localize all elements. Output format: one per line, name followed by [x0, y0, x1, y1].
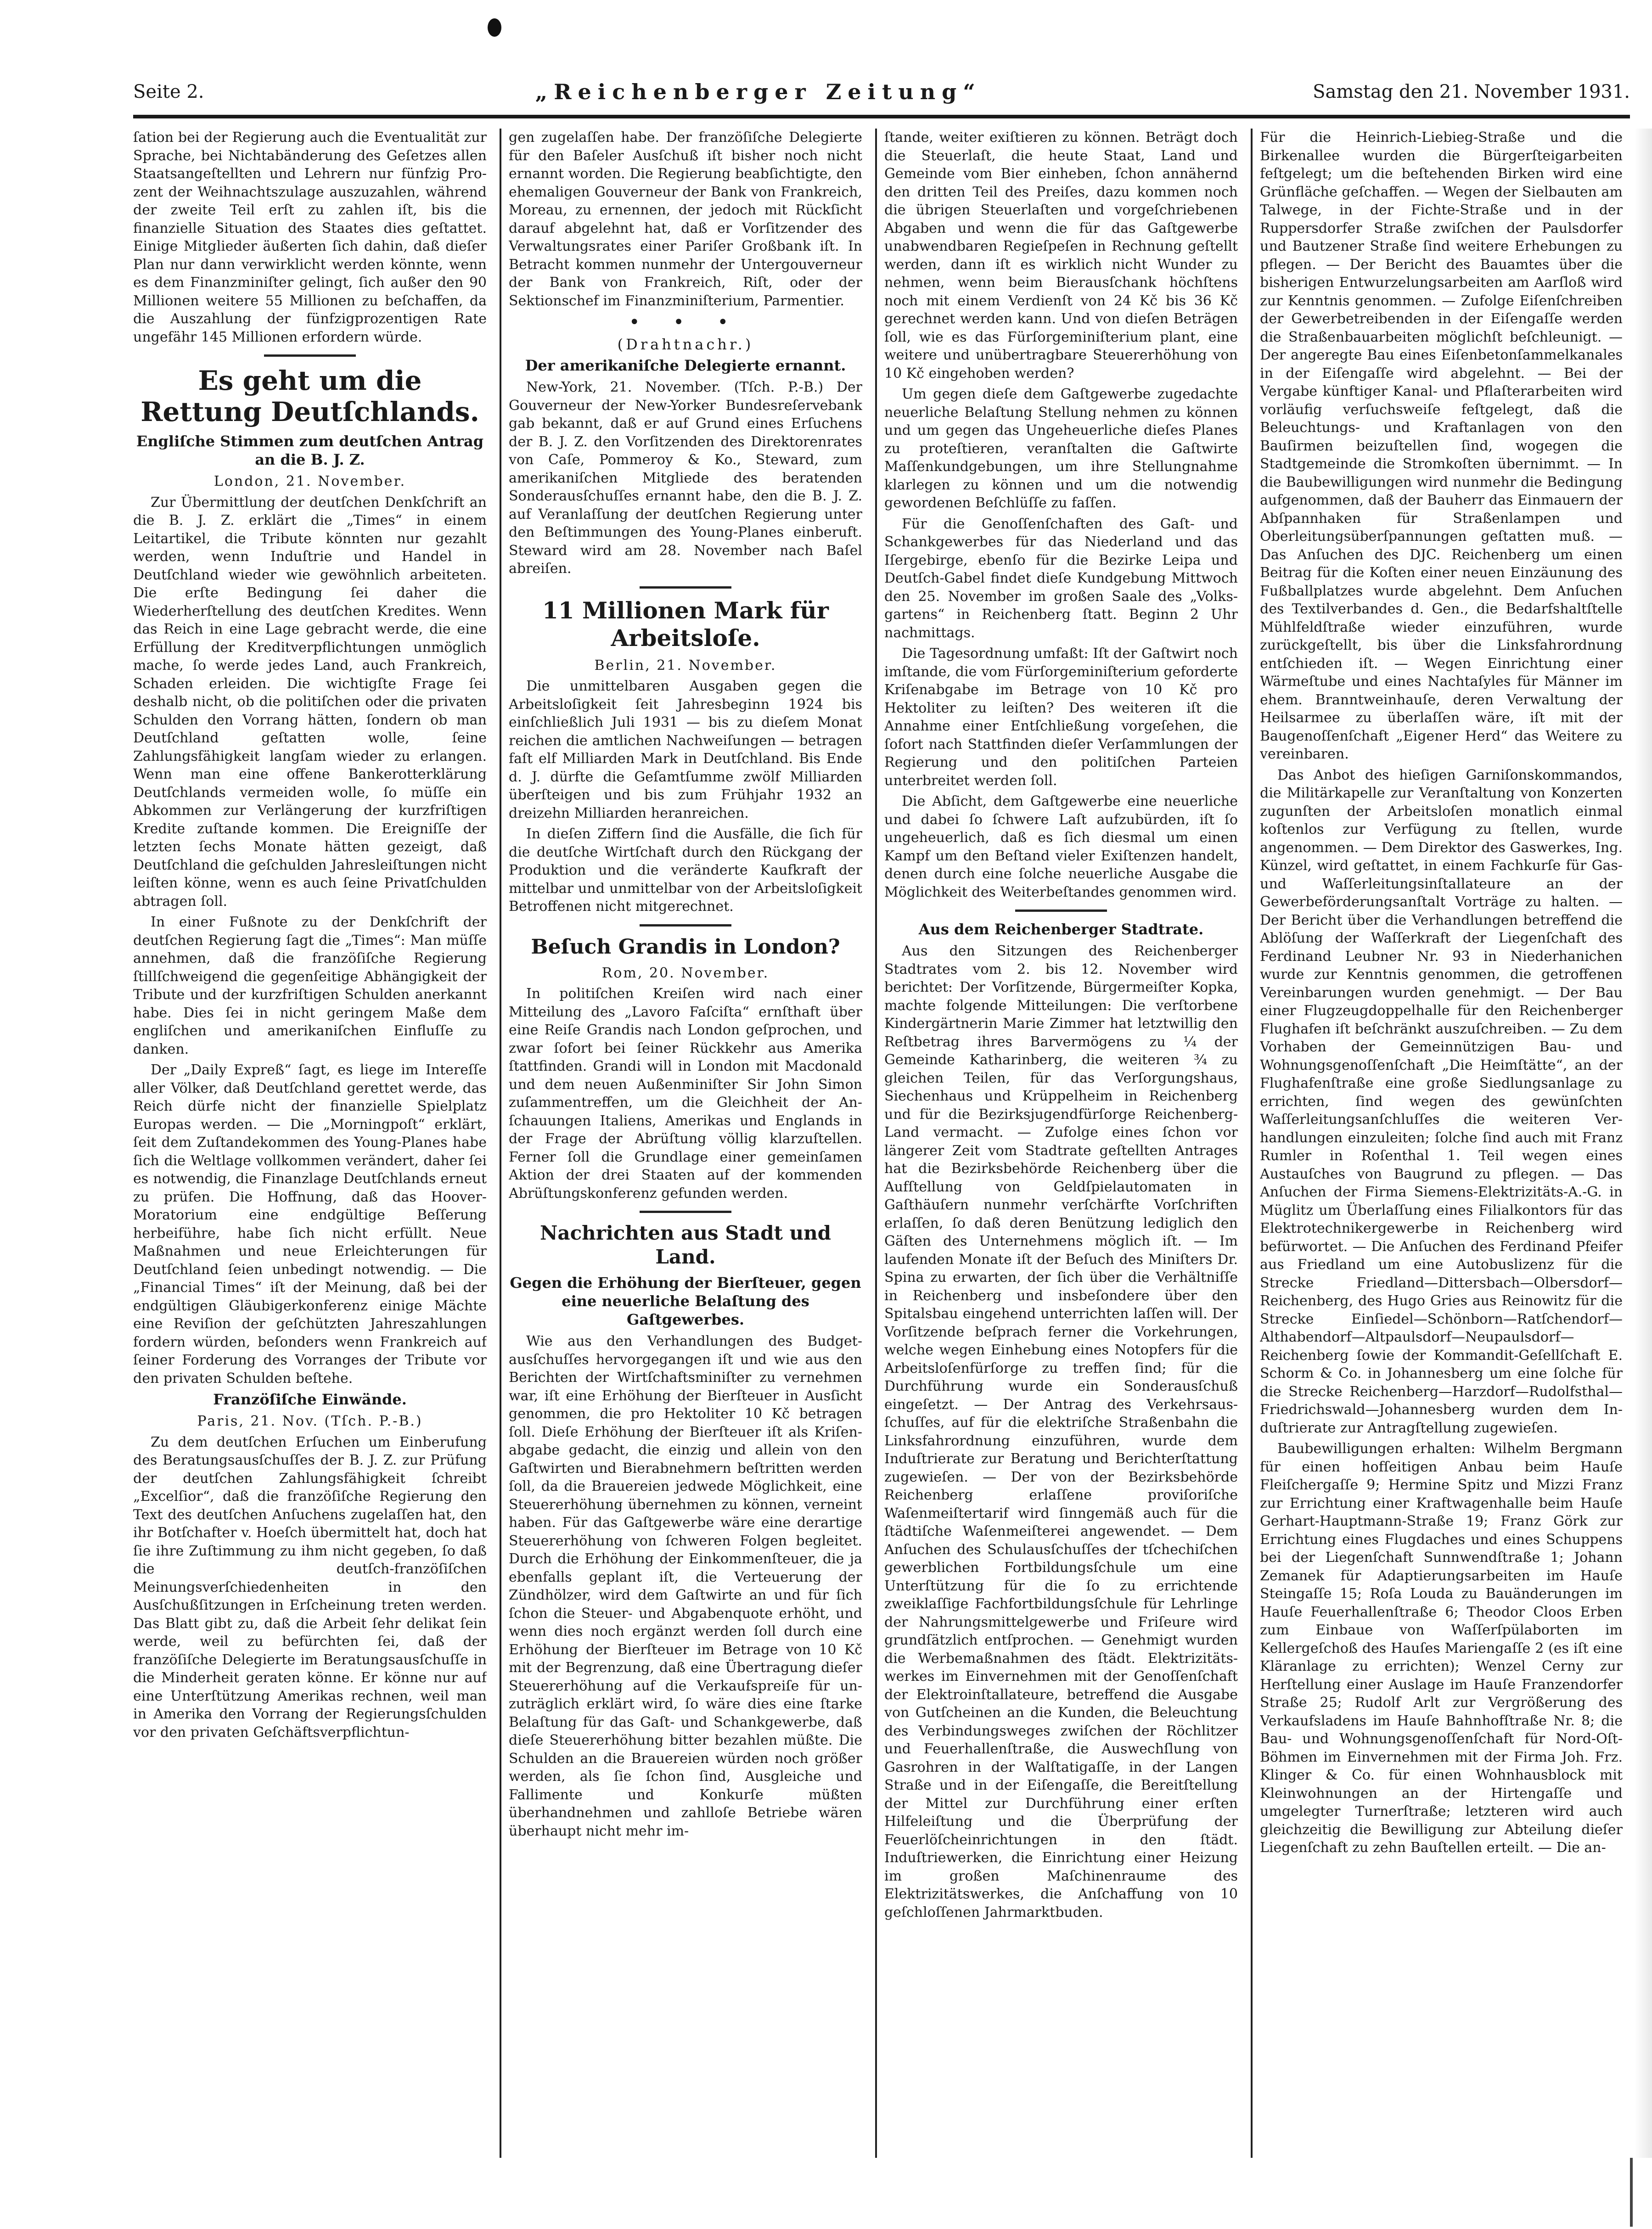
paragraph: In politiſchen Kreiſen wird nach einer Mitteilung des „Lavoro Faſciſta“ ernſthaft über eine Reiſe Grandis nach London geſprochen, und zwar ſofort bei ſeiner Rückkehr aus Amerika ſtattfinden. Grandi will in London mit Macdonald und dem neuen Außenminiſter Sir John Simon zuſammentreffen, um die Gleichheit der Anſchauungen Italiens, Amerikas und Englands in der Frage der Abrüſtung völlig klarzuſtellen. Ferner ſoll die Grundlage einer gemeinſamen Aktion der drei Staaten auf der kommenden Abrüſtungskonferenz gefunden werden.	[509, 986, 862, 1202]
paragraph: Baubewilligungen erhalten: Wilhelm Bergmann für einen hofſeitigen Anbau beim Hauſe Fleiſchergaſſe 9; Hermine Spitz und Mizzi Franz zur Errichtung einer Kraftwagenhalle beim Hauſe Gerhart-Hauptmann-Straße 19; Franz Görk zur Errichtung eines Flugdaches und eines Schuppens bei der Liegenſchaft Sunnwendſtraße 1; Johann Zemanek für Adaptierungsarbeiten im Hauſe Steingaſſe 15; Roſa Louda zu Bauänderungen im Hauſe Feuerhallenſtraße 6; Theodor Cloos Erben zum Einbaue von Waſſerſpülaborten im Kellergeſchoß des Hauſes Mariengaſſe 2 (es iſt eine Kläranlage zu errichten); Wenzel Cerny zur Herſtellung einer Auslage im Hauſe Franzendorfer Straße 25; Rudolf Arlt zur Vergrößerung des Verkaufsladens im Hauſe Bahnhofſtraße Nr. 8; die Bau- und Wohnungsgenoſſenſchaft für Nord-Oſt-Böhmen im Einvernehmen mit der Firma Joh. Frz. Klinger & Co. für einen Wohnhausblock mit Kleinwohnungen an der Hirtengaſſe und umgelegter Turnerſtraße; letzteren wird auch gleichzeitig die Bewilligung zur Abteilung dieſer Liegenſchaft zu zehn Bauſtellen erteilt. — Die an-	[1260, 1441, 1623, 1856]
headline: 11 Millionen Mark für Arbeitsloſe.	[542, 596, 829, 651]
paragraph: Die Abſicht, dem Gaſtgewerbe eine neuerliche und dabei ſo ſchwere Laſt aufzubürden, iſt ſo ungeheuerlich, daß es ſich diesmal um einen Kampf um den Beſtand vieler Exiſtenzen handelt, denen durch eine ſolche neuerliche Ausgabe die Möglichkeit des Weiterbeſtandes genommen wird.	[884, 793, 1238, 900]
separator	[640, 1211, 731, 1213]
paragraph: Um gegen dieſe dem Gaſtgewerbe zugedachte neuerliche Belaſtung Stellung nehmen zu können und um gegen das Ungeheuerliche dieſes Planes zu proteſtieren, veranſtalten die Gaſtwirte Maſſenkundgebungen, um ihre Stellungnahme klarlegen zu können und um die notwendig gewordenen Beſchlüſſe zu faſſen.	[884, 386, 1238, 511]
paragraph: Wie aus den Verhandlungen des Budgetausſchuſſes hervorgegangen iſt und wie aus den Berichten der Wirtſchaftsminiſter zu vernehmen war, iſt eine Erhöhung der Bierſteuer in Ausſicht genommen, die pro Hektoliter 10 Kč betragen ſoll. Dieſe Erhöhung der Bierſteuer iſt als Kriſenabgabe gedacht, die einzig und allein von den Gaſtwirten und Bierabnehmern beſtritten werden ſoll, da die Brauereien jedwede Möglichkeit, eine Steuererhöhung übernehmen zu können, verneint haben. Für das Gaſtgewerbe wäre eine derartige Steuererhöhung von ſchweren Folgen begleitet. Durch die Erhöhung der Einkommenſteuer, die ja ebenfalls geplant iſt, die Verteuerung der Zündhölzer, wird dem Gaſtwirte an und für ſich ſchon die Steuer- und Abgabenquote erhöht, und wenn dies noch ergänzt werden ſoll durch eine Erhöhung der Bierſteuer im Betrage von 10 Kč mit der Begrenzung, daß eine Übertragung dieſer Steuererhöhung auf die Verkaufspreiſe für unzuträglich erklärt wird, ſo wäre dies eine ſtarke Belaſtung für das Gaſt- und Schankgewerbe, daß dieſe Steuererhöhung bitter bezahlen müßte. Die Schulden an die Brauereien würden noch größer werden, als ſie ſchon ſind, Ausgleiche und Fallimente und Konkurſe müßten überhandnehmen und zahlloſe Betriebe wären überhaupt nicht mehr im-	[509, 1333, 862, 1839]
section-title: Franzöſiſche Einwände.	[213, 1391, 407, 1408]
separator	[264, 354, 356, 357]
paragraph: gen zugelaſſen habe. Der franzöſiſche Delegierte für den Baſeler Ausſchuß iſt bisher noch nicht ernannt worden. Die Regierung beabſichtigte, den ehemaligen Gouverneur der Bank von Frankreich, Moreau, zu ernennen, der jedoch mit Rückſicht darauf abgelehnt hat, daß er Vorſitzender des Verwaltungsrates einer Pariſer Großbank iſt. In Betracht kommen nunmehr der Untergouverneur der Bank von Frankreich, Riſt, oder der Sektionschef im Finanzminiſterium, Parmentier.	[509, 129, 862, 309]
ink-dot	[488, 18, 501, 37]
issue-date: Samstag den 21. November 1931.	[1313, 81, 1630, 102]
column-3	[884, 129, 1238, 2158]
headline: Nachrichten aus Stadt und Land.	[540, 1222, 831, 1268]
paragraph: ſtande, weiter exiſtieren zu können. Beträgt doch die Steuerlaſt, die heute Staat, Land und Gemeinde vom Bier einheben, ſchon annähernd den dritten Teil des Preiſes, dazu kommen noch die übrigen Steuerlaſten und vorgeſchriebenen Abgaben und wenn die für das Gaſtgewerbe unabwendbaren Regieſpeſen in Rechnung geſtellt werden, dann iſt es wirklich nicht Wunder zu nehmen, wenn beim Bierausſchank höchſtens noch mit einem Verdienſt von 24 Kč bis 36 Kč gerechnet werden kann. Und von dieſen Beträgen ſoll, wie es das Fürſorgeminiſterium plant, eine weitere und unübertragbare Steuererhöhung von 10 Kč eingehoben werden?	[884, 129, 1238, 382]
subheadline: Der amerikaniſche Delegierte ernannt.	[525, 357, 846, 374]
column-2	[509, 129, 862, 2158]
dots-separator: • • •	[629, 312, 742, 333]
paragraph: Für die Genoſſenſchaften des Gaſt- und Schankgewerbes für das Niederland und das Iſergebirge, ebenſo für die Bezirke Leipa und Deutſch-Gabel findet dieſe Kundgebung Mittwoch den 25. November im großen Saale des „Volksgartens“ in Reichenberg ſtatt. Beginn 2 Uhr nachmittags.	[884, 516, 1238, 641]
headline: Es geht um die Rettung Deutſchlands.	[140, 365, 479, 427]
header-rule	[133, 115, 1630, 118]
paragraph: In dieſen Ziffern ſind die Ausfälle, die ſich für die deutſche Wirtſchaft durch den Rückgang der Produktion und die veränderte Kaufkraft der mittelbar und unmittelbar von der Arbeitsloſigkeit Betroffenen nicht mitgerechnet.	[509, 826, 862, 915]
dateline: London, 21. November.	[214, 473, 406, 489]
paragraph: In einer Fußnote zu der Denkſchrift der deutſchen Regierung ſagt die „Times“: Man müſſe annehmen, daß die franzöſiſche Regierung ſtillſchweigend die gegenſeitige Abhängigkeit der Tribute und der kurzfriſtigen Schulden anerkannt habe. Dies ſei in nicht geringem Maße dem engliſchen und amerikaniſchen Einfluſſe zu danken.	[133, 914, 487, 1057]
paragraph: Das Anbot des hieſigen Garniſonskommandos, die Militärkapelle zur Veranſtaltung von Konzerten zugunſten der Arbeitsloſen monatlich einmal koſtenlos zur Verfügung zu ſtellen, wurde angenommen. — Dem Direktor des Gaswerkes, Ing. Künzel, wird geſtattet, in einem Fachkurſe für Gas- und Waſſerleitungsinſtallateure an der Gewerbeförderungsanſtalt Vorträge zu halten. — Der Bericht über die Verhandlungen betreffend die Ablöſung der Waſſerkraft der Liegenſchaft des Ferdinand Leubner Nr. 93 in Niederhanichen wurde zur Kenntnis genommen, die getroffenen Vereinbarungen wurden genehmigt. — Der Bau einer Flugzeugdoppelhalle für den Reichenberger Flughafen iſt beſchränkt auszuſchreiben. — Zu dem Vorhaben der Gemeinnützigen Bau- und Wohnungsgenoſſenſchaft „Die Heimſtätte“, an der Flughafenſtraße eine große Siedlungsanlage zu errichten, ſind wegen des gewünſchten Waſſerleitungsanſchluſſes die weiteren Verhandlungen einzuleiten; ſolche ſind auch mit Franz Rumler in Roſenthal 1. Teil wegen eines Austauſches von Baugrund zu pflegen. — Das Anſuchen der Firma Siemens-Elektrizitäts-A.-G. in Müglitz um Überlaſſung eines Filialkontors für das Elektrotechnikergewerbe in Reichenberg wird befürwortet. — Die Anſuchen des Ferdinand Pfeifer aus Friedland um eine Autobuslizenz für die Strecke Friedland—Dittersbach—Olbersdorf—Reichenberg, des Hugo Gries aus Reinowitz für die Strecke Einſiedel—Schönborn—Ratſchendorf—Althabendorf—Altpaulsdorf—Neupaulsdorf—Reichenberg ſowie der Kommandit-Geſellſchaft E. Schorm & Co. in Johannesberg um eine ſolche für die Strecke Reichenberg—Harzdorf—Rudolfsthal—Friedrichswald—Johannesberg wurden dem Induſtrierate zur Antragſtellung zugewieſen.	[1260, 767, 1623, 1436]
paragraph: Für die Heinrich-Liebieg-Straße und die Birkenallee wurden die Bürgerſteigarbeiten feſtgelegt; um die beſtehenden Birken wird eine Grünfläche geſchaffen. — Wegen der Sielbauten am Talwege, in der Fichte-Straße und in der Ruppersdorfer Straße zwiſchen der Paulsdorfer und Bautzener Straße ſind weitere Erhebungen zu pflegen. — Der Bericht des Bauamtes über die bisherigen Entwurzelungsarbeiten am Aarſloß wird zur Kenntnis genommen. — Zufolge Eiſenſchreiben der Gewerbetreibenden in der Eiſengaſſe werden die Straßenbauarbeiten möglichſt beſchleunigt. — Der angeregte Bau eines Eiſenbetonſammelkanales in der Eiſengaſſe wird abgelehnt. — Bei der Vergabe künftiger Kanal- und Pflaſterarbeiten wird vorläufig verſuchsweiſe feſtgelegt, daß die Beleuchtungs- und Kraftanlagen von den Bauſirmen beizuſtellen ſind, wogegen die Stadtgemeinde die Stromkoſten übernimmt. — In die Baubewilligungen wird nunmehr die Bedingung aufgenommen, daß der Bauherr das Einmauern der Abſpannhaken für Straßenlampen und Oberleitungsüberſpannungen geſtatten muß. — Das Anſuchen des DJC. Reichenberg um einen Beitrag für die Koſten einer neuen Einzäunung des Fußballplatzes wurde abgelehnt. Dem Anſuchen des Textilverbandes d. Gen., die Bedarfshaltſtelle Mühlfeldſtraße wieder einzuführen, wurde zurückgeſtellt, bis über die Linksfahrordnung entſchieden iſt. — Wegen Einrichtung einer Wärmeſtube und eines Nachtaſyles für Männer im ehem. Branntweinhauſe, deren Verwaltung der Heilsarmee zu überlaſſen wäre, iſt mit der Baugenoſſenſchaft „Eigener Herd“ das Weitere zu vereinbaren.	[1260, 129, 1623, 762]
subheadline: Gegen die Erhöhung der Bierſteuer, gegen eine neuerliche Belaſtung des Gaſtgewerbes.	[510, 1274, 861, 1328]
page-header	[133, 73, 1630, 110]
subheadline: Aus dem Reichenberger Stadtrate.	[918, 921, 1204, 938]
column-4	[1260, 129, 1623, 2158]
paragraph: Zu dem deutſchen Erſuchen um Einberufung des Beratungsausſchuſſes der B. J. Z. zur Prüfung der deutſchen Zahlungsfähigkeit ſchreibt „Excelſior“, daß die franzöſiſche Regierung den Text des deutſchen Anſuchens zugelaſſen hat, den ihr Botſchafter v. Hoeſch übermittelt hat, doch hat ſie ihre Zuſtimmung zu ihm nicht gegeben, ſo daß die deutſch-franzöſiſchen Meinungsverſchiedenheiten in den Ausſchußſitzungen in Erſcheinung treten werden. Das Blatt gibt zu, daß die Arbeit ſehr delikat ſein werde, weil zu befürchten ſei, daß der franzöſiſche Delegierte im Beratungsausſchuſſe in die Minderheit geraten könne. Er könne nur auf eine Unterſtützung Amerikas rechnen, weil man in Amerika den Vorrang der Regierungsſchulden vor den privaten Geſchäftsverpflichtun-	[133, 1434, 487, 1741]
dateline: Berlin, 21. November.	[594, 657, 777, 674]
separator	[1015, 910, 1107, 912]
separator	[640, 586, 731, 589]
wire-label: (Drahtnachr.)	[617, 335, 754, 353]
page-label: Seite 2.	[133, 81, 204, 102]
column-divider	[500, 129, 501, 2158]
paragraph: Der „Daily Expreß“ ſagt, es liege im Intereſſe aller Völker, daß Deutſchland gerettet werde, das Reich dürfe nicht der finanzielle Spielplatz Europas werden. — Die „Morningpoſt“ erklärt, ſeit dem Zuſtandekommen des Young-Planes habe ſich die Weltlage vollkommen verändert, daher ſei es notwendig, die Finanzlage Deutſchlands erneut zu prüfen. Die Hoffnung, daß das Hoover-Moratorium eine endgültige Beſſerung herbeiführe, habe ſich nicht erfüllt. Neue Maßnahmen und neue Erleichterungen für Deutſchland ſeien unbedingt notwendig. — Die „Financial Times“ iſt der Meinung, daß bei der endgültigen Gläubigerkonferenz einige Mächte eine Reviſion der geſchützten Jahreszahlungen fordern würden, beſonders wenn Frankreich auf ſeiner Forderung des Vorranges der Tribute vor den privaten Schulden beſtehe.	[133, 1062, 487, 1387]
subheadline: Engliſche Stimmen zum deutſchen Antrag an die B. J. Z.	[136, 432, 484, 468]
paragraph: ſation bei der Regierung auch die Eventualität zur Sprache, bei Nichtabänderung des Geſetzes allen Staatsangeſtellten und Lehrern nur fünfzig Prozent der Weihnachtszulage auszuzahlen, während der zweite Teil erſt zu zahlen iſt, bis die finanzielle Situation des Staates dies geſtattet. Einige Mitglieder äußerten ſich dahin, daß dieſer Plan nur dann verwirklicht werden könnte, wenn es dem Finanzminiſter gelingt, ſich außer den 90 Millionen weitere 55 Millionen zu beſchaffen, da die Auszahlung der fünfzigprozentigen Rate ungefähr 145 Millionen erfordern würde.	[133, 129, 487, 345]
paragraph: Aus den Sitzungen des Reichenberger Stadtrates vom 2. bis 12. November wird berichtet: Der Vorſitzende, Bürgermeiſter Kopka, machte folgende Mitteilungen: Die verſtorbene Kindergärtnerin Marie Zimmer hat letztwillig den Reſtbetrag ihres Barvermögens zu ¼ der Gemeinde Katharinberg, die weiteren ¾ zu gleichen Teilen, für das Verſorgungshaus, Siechenhaus und Krüppelheim in Reichenberg und für die Bezirksjugendfürſorge ReichenbergLand vermacht. — Zufolge eines ſchon vor längerer Zeit vom Stadtrate geſtellten Antrages hat die Bezirksbehörde Reichenberg über die Aufſtellung von Geldſpielautomaten in Gaſthäuſern nunmehr verſchärfte Vorſchriften erlaſſen, ſo daß deren Benützung lediglich den Gäſten des Unternehmens möglich iſt. — Im laufenden Monate iſt der Beſuch des Miniſters Dr. Spina zu erwarten, der ſich über die Verhältniſſe in Reichenberg und insbeſondere über den Spitalsbau eingehend unterrichten laſſen will. Der Vorſitzende beſprach ferner die Vorkehrungen, welche wegen Einhebung eines Notopfers für die Arbeitsloſenfürſorge zu treffen ſind; für die Durchführung wurde ein Sonderausſchuß eingeſetzt. — Der Antrag des Verkehrsausſchuſſes, auf für die elektriſche Straßenbahn die Linksfahrordnung einzuführen, wurde dem Induſtrierate zur Beratung und Berichterſtattung zugewieſen. — Der von der Bezirksbehörde Reichenberg erlaſſene proviſoriſche Waſenmeiſtertarif wird ſinngemäß auch für die ſtädtiſche Waſenmeiſterei angewendet. — Dem Anſuchen des Schulausſchuſſes der tſchechiſchen gewerblichen Fortbildungsſchule um eine Unterſtützung für die ſo zu errichtende zweiklaſſige Fachfortbildungsſchule für Lehrlinge der Nahrungsmittelgewerbe und Friſeure wird grundſätzlich entſprochen. — Genehmigt wurden die Werbemaßnahmen des ſtädt. Elektrizitätswerkes im Einvernehmen mit der Genoſſenſchaft der Elektroinſtallateure, betreffend die Ausgabe von Gutſcheinen an die Kunden, die Beleuchtung des Verbindungsweges zwiſchen der Röchlitzer und Feuerhallenſtraße, die Auswechſlung von Gasrohren in der Walſtatigaſſe, in der Langen Straße und in der Eiſengaſſe, die Bereitſtellung der Mittel zur Durchführung einer erſten Hilfeleiſtung und die Überprüfung der Feuerlöſcheinrichtungen in den ſtädt. Induſtriewerken, die Einrichtung einer Heizung im großen Maſchinenraume des Elektrizitätswerkes, die Anſchaffung von 10 geſchloſſenen Jahrmarktbuden.	[884, 943, 1238, 1920]
adjacent-page-edge	[1635, 129, 1652, 2158]
dateline: Paris, 21. Nov. (Tſch. P.-B.)	[197, 1413, 423, 1429]
paragraph: Die Tagesordnung umfaßt: Iſt der Gaſtwirt noch imſtande, die vom Fürſorgeminiſterium geforderte Kriſenabgabe im Betrage von 10 Kč pro Hektoliter zu leiſten? Des weiteren iſt die Annahme einer Entſchließung vorgeſehen, die ſofort nach Stattfinden dieſer Verſammlungen der Regierung und den politiſchen Parteien unterbreitet werden ſoll.	[884, 646, 1238, 789]
scan-mark	[1630, 2158, 1633, 2227]
column-1	[133, 129, 487, 2158]
separator	[640, 924, 731, 926]
column-divider	[1251, 129, 1253, 2158]
headline: Beſuch Grandis in London?	[531, 935, 840, 959]
column-divider	[875, 129, 877, 2158]
dateline: Rom, 20. November.	[601, 965, 770, 981]
paragraph: Zur Übermittlung der deutſchen Denkſchrift an die B. J. Z. erklärt die „Times“ in einem Leitartikel, die Tribute könnten nur gezahlt werden, wenn Induſtrie und Handel in Deutſchland wieder wie gewöhnlich arbeiteten. Die erſte Bedingung ſei daher die Wiederherſtellung des deutſchen Kredites. Wenn das Reich in eine Lage gebracht werde, die eine Erfüllung der Kreditverpflichtungen unmöglich mache, ſo werde jedes Land, auch Frankreich, Schaden erleiden. Die wichtigſte Frage ſei deshalb nicht, ob die politiſchen oder die privaten Schulden den Vorrang hätten, ſondern ob man Deutſchland geſtatten wolle, ſeine Zahlungsfähigkeit langſam wieder zu erlangen. Wenn man eine offene Bankerotterklärung Deutſchlands vermeiden wolle, ſo müſſe ein Abkommen zur Verlängerung der kurzfriſtigen Kredite zuſtande kommen. Die Ereigniſſe der letzten ſechs Monate hätten gezeigt, daß Deutſchland die geſchulden Jahresleiſtungen nicht leiſten könne, wenn es auch ſeine Privatſchulden abtragen ſoll.	[133, 494, 487, 910]
paragraph: Die unmittelbaren Ausgaben gegen die Arbeitsloſigkeit ſeit Jahresbeginn 1924 bis einſchließlich Juli 1931 — bis zu dieſem Monat reichen die amtlichen Nachweiſungen — betragen faſt elf Milliarden Mark in Deutſchland. Bis Ende d. J. dürfte die Geſamtſumme zwölf Milliarden überſteigen und bis zum Frühjahr 1932 an dreizehn Milliarden heranreichen.	[509, 678, 862, 821]
masthead: „Reichenberger Zeitung“	[535, 79, 982, 104]
paragraph: New-York, 21. November. (Tſch. P.-B.) Der Gouverneur der New-Yorker Bundesreſervebank gab bekannt, daß er auf Grund eines Erſuchens der B. J. Z. den Vorſitzenden des Direktorenrates von Caſe, Pommeroy & Ko., Steward, zum amerikaniſchen Mitgliede des beratenden Sonderausſchuſſes ernannt habe, den die B. J. Z. auf Veranlaſſung der deutſchen Regierung unter den Beſtimmungen des Young-Planes einberuft. Steward wird am 28. November nach Baſel abreiſen.	[509, 379, 862, 577]
